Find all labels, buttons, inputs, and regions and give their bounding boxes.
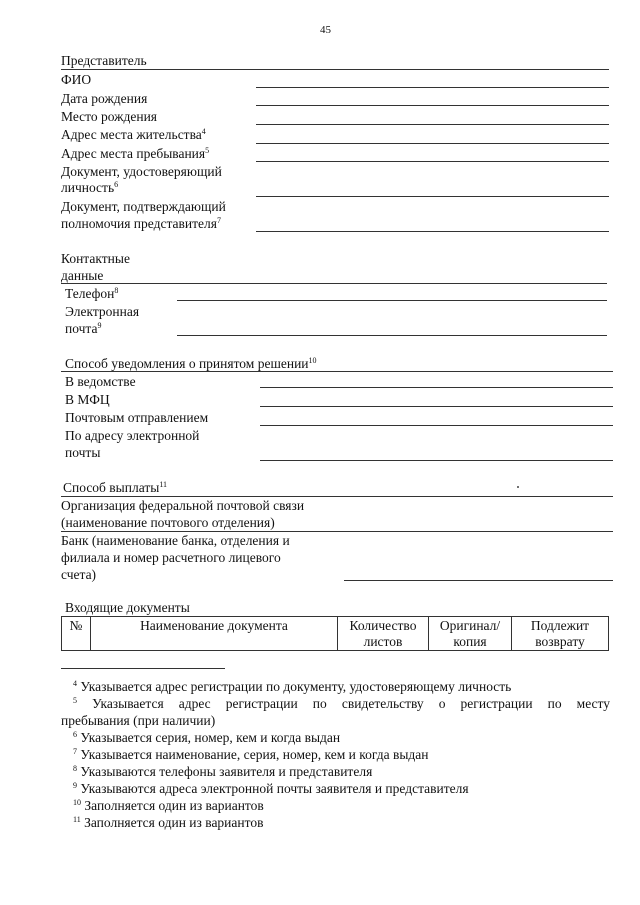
footnote-7: $^7$ Указывается наименование, серия, номер, кем и когда выдан: [73, 747, 429, 762]
auth-doc-label-line2: полномочия представителя$^7$: [61, 216, 221, 231]
representative-heading: Представитель: [61, 53, 147, 68]
section-rule: [61, 371, 613, 372]
post-org-field-line[interactable]: [61, 531, 613, 532]
table-header-row: [62, 617, 609, 651]
auth-doc-field-line[interactable]: [256, 231, 609, 232]
email-label-line1: Электронная: [65, 304, 140, 319]
fio-field-line[interactable]: [256, 87, 609, 88]
bank-field-line[interactable]: [344, 580, 613, 581]
incoming-docs-table: [61, 616, 609, 651]
email-label-line2: почта$^9$: [65, 321, 102, 336]
in-agency-field-line[interactable]: [260, 387, 613, 388]
by-email-field-line[interactable]: [260, 460, 613, 461]
birth-place-label: Место рождения: [61, 109, 158, 124]
residence-address-label: Адрес места жительства$^4$: [61, 127, 206, 142]
page-number: 45: [320, 24, 331, 36]
in-mfc-field-line[interactable]: [260, 406, 613, 407]
residence-address-field-line[interactable]: [256, 143, 609, 144]
payment-heading: Способ выплаты$^{11}$: [63, 480, 168, 495]
contacts-heading-line1: Контактные: [61, 251, 130, 266]
section-rule: [61, 496, 613, 497]
footnote-11: $^{11}$ Заполняется один из вариантов: [73, 815, 264, 830]
footnote-9: $^9$ Указываются адреса электронной почты заявителя и представителя: [73, 781, 469, 796]
footnote-8: $^8$ Указываются телефоны заявителя и представителя: [73, 764, 373, 779]
id-doc-label-line1: Документ, удостоверяющий: [61, 164, 222, 179]
footnote-4: $^4$ Указывается адрес регистрации по документу, удостоверяющему личность: [73, 679, 512, 694]
by-email-label-line2: почты: [65, 445, 101, 460]
id-doc-label-line2: личность$^6$: [61, 180, 119, 195]
post-org-label-line1: Организация федеральной почтовой связи: [61, 498, 305, 513]
footnote-6: $^6$ Указывается серия, номер, кем и когда выдан: [73, 730, 341, 745]
footnote-5-line1: $^5$ Указывается адрес регистрации по свидетельству о регистрации по месту: [73, 696, 611, 711]
in-agency-label: В ведомстве: [65, 374, 136, 389]
id-doc-field-line[interactable]: [256, 196, 609, 197]
bank-label-line2: филиала и номер расчетного лицевого: [61, 550, 281, 565]
birth-date-field-line[interactable]: [256, 105, 609, 106]
section-rule: [61, 283, 607, 284]
footnote-5-line2: пребывания (при наличии): [61, 713, 216, 728]
email-field-line[interactable]: [177, 335, 607, 336]
phone-label: Телефон$^8$: [65, 286, 119, 301]
incoming-docs-heading: Входящие документы: [65, 600, 190, 615]
section-rule: [61, 69, 609, 70]
contacts-heading-line2: данные: [61, 268, 104, 283]
bank-label-line1: Банк (наименование банка, отделения и: [61, 533, 290, 548]
notification-heading: Способ уведомления о принятом решении$^{10}$: [65, 356, 317, 371]
by-email-label-line1: По адресу электронной: [65, 428, 200, 443]
stay-address-field-line[interactable]: [256, 161, 609, 162]
fio-label: ФИО: [61, 72, 92, 87]
footnote-10: $^{10}$ Заполняется один из вариантов: [73, 798, 264, 813]
col-return: Подлежит возврату: [512, 617, 609, 651]
in-mfc-label: В МФЦ: [65, 392, 110, 407]
col-doc-name: Наименование документа: [91, 617, 338, 651]
birth-place-field-line[interactable]: [256, 124, 609, 125]
by-post-field-line[interactable]: [260, 425, 613, 426]
bank-label-line3: счета): [61, 567, 97, 582]
by-post-label: Почтовым отправлением: [65, 410, 209, 425]
col-sheets-count: Количество листов: [338, 617, 429, 651]
auth-doc-label-line1: Документ, подтверждающий: [61, 199, 226, 214]
birth-date-label: Дата рождения: [61, 91, 148, 106]
col-number: №: [62, 617, 91, 651]
footnote-separator: [61, 668, 225, 669]
phone-field-line[interactable]: [177, 300, 607, 301]
col-original-copy: Оригинал/ копия: [429, 617, 512, 651]
stay-address-label: Адрес места пребывания$^5$: [61, 146, 210, 161]
scan-speck: [517, 486, 519, 488]
post-org-label-line2: (наименование почтового отделения): [61, 515, 275, 530]
